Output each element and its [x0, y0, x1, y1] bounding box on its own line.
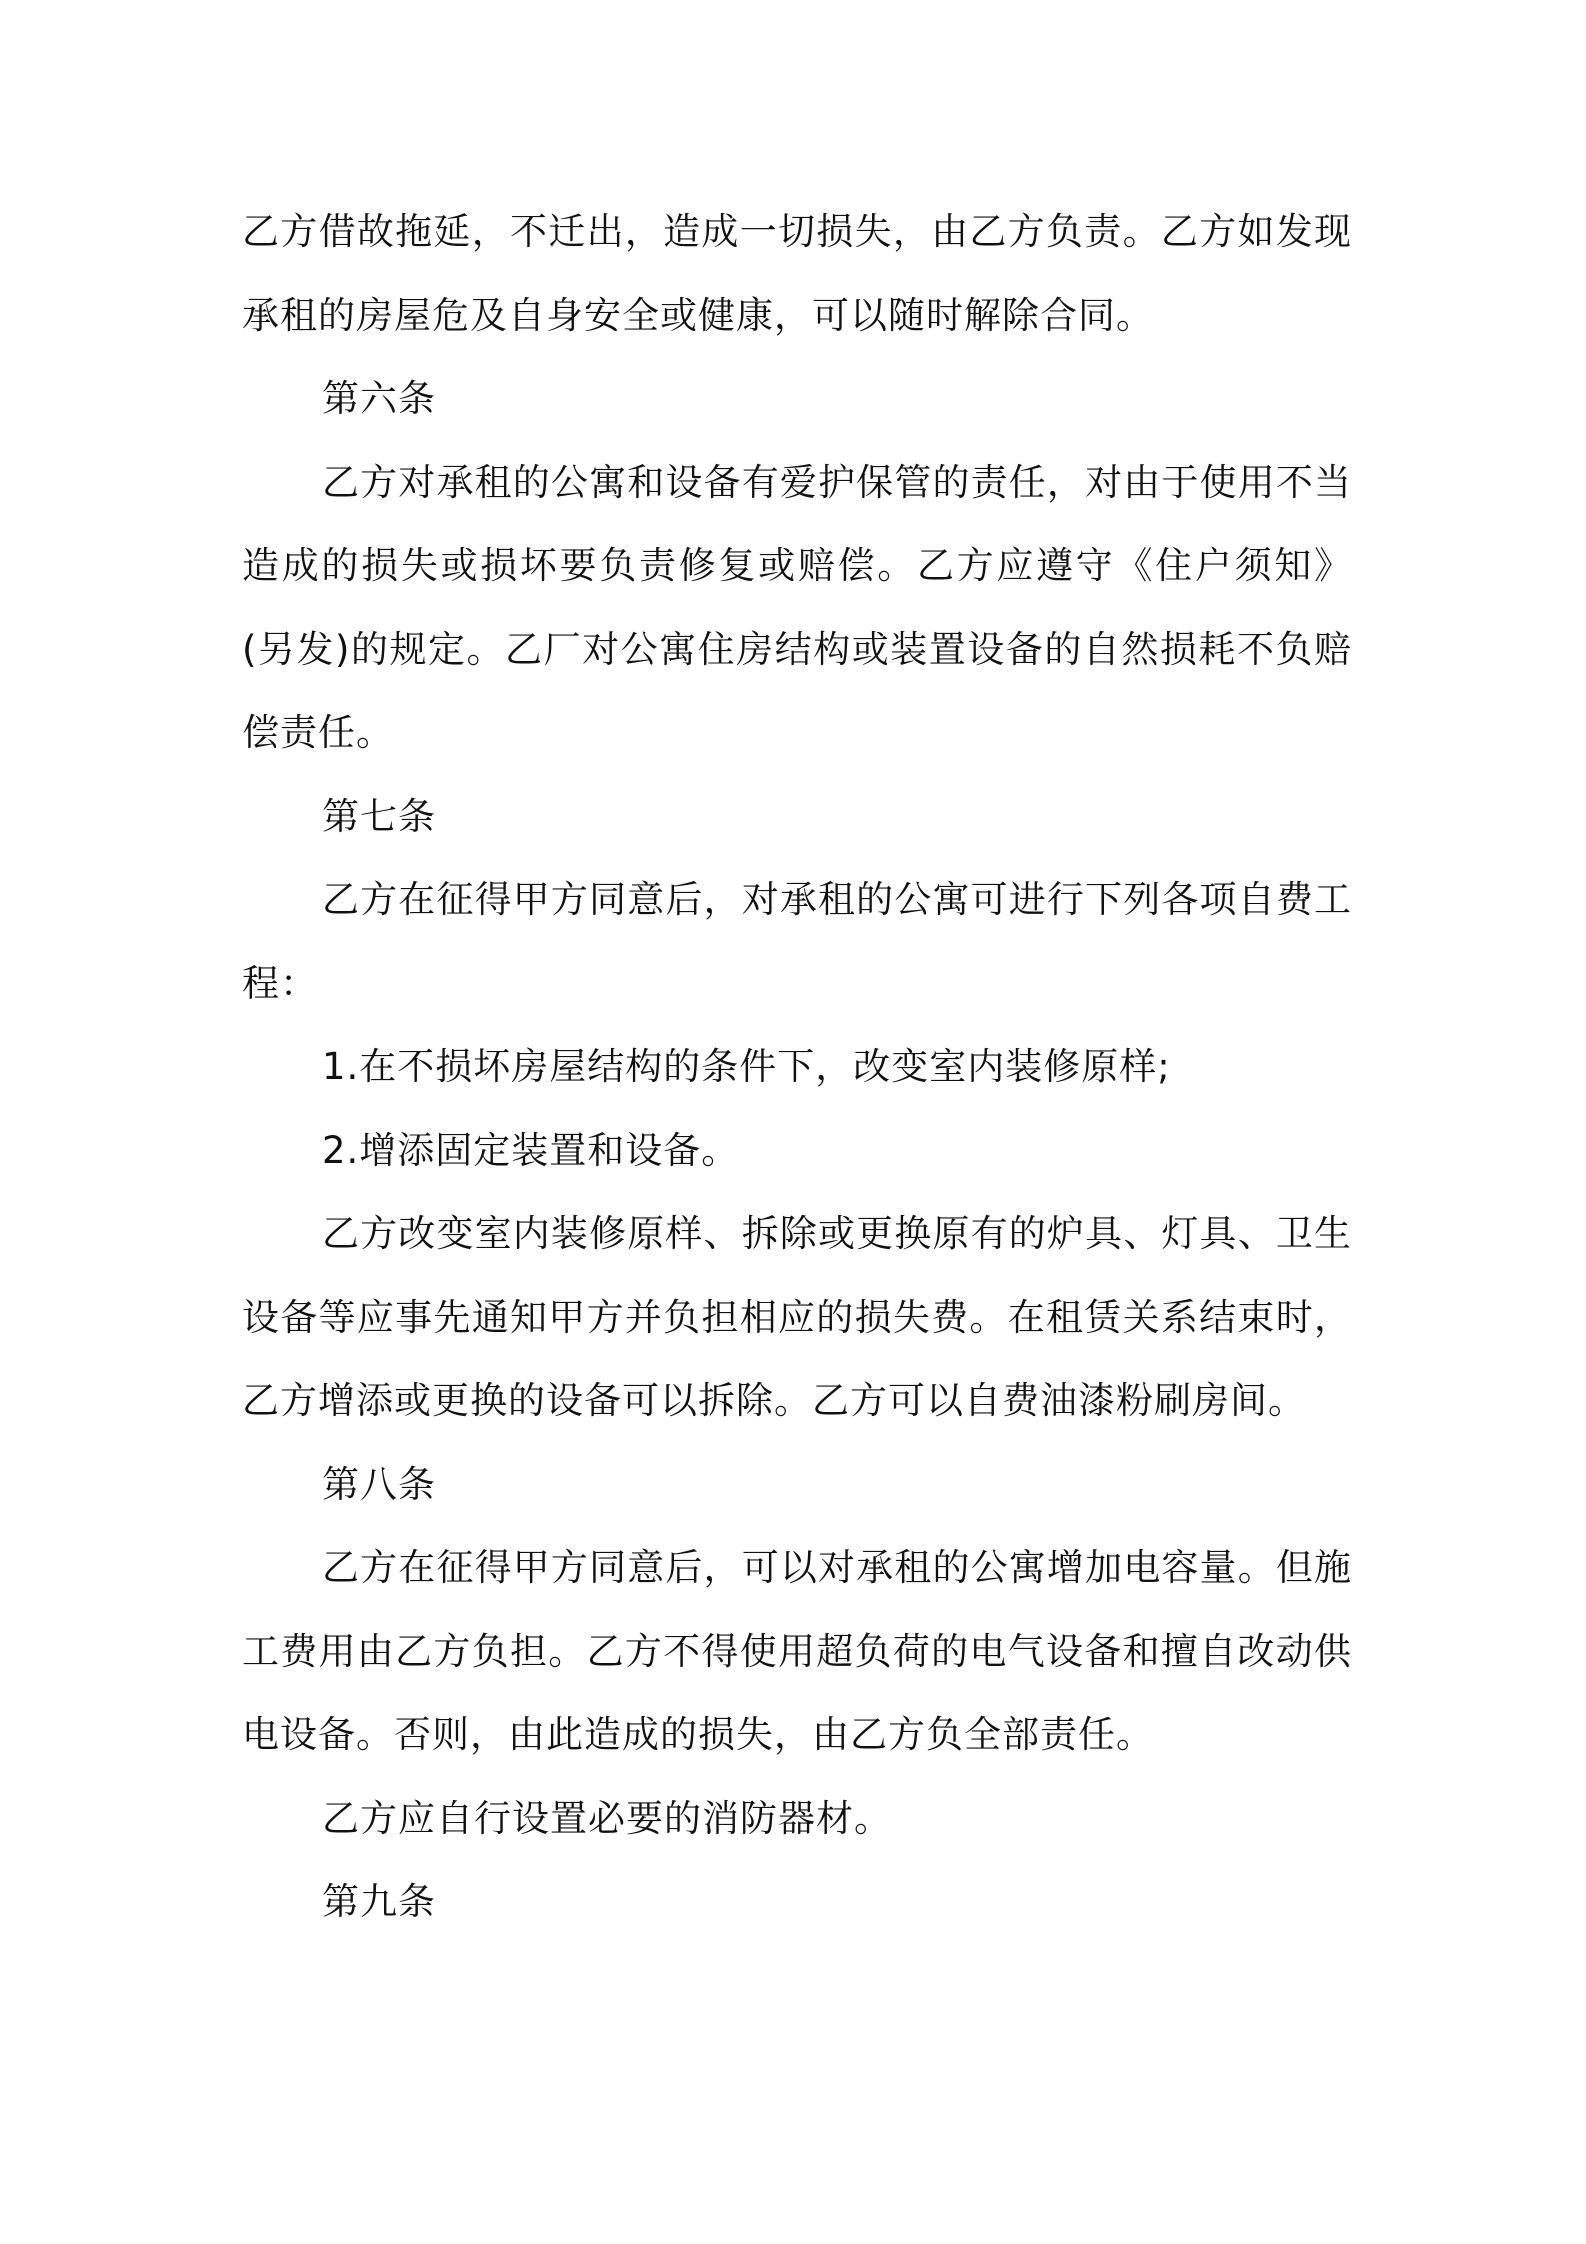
paragraph-continued: 乙方借故拖延，不迁出，造成一切损失，由乙方负责。乙方如发现承租的房屋危及自身安全或健康，可以随时解除合同。 — [242, 210, 1352, 337]
article-heading-6: 第六条 — [322, 377, 436, 420]
paragraph-article-8: 乙方在征得甲方同意后，可以对承租的公寓增加电容量。但施工费用由乙方负担。乙方不得使用超负荷的电气设备和擅自改动供电设备。否则，由此造成的损失，由乙方负全部责任。 — [242, 1546, 1352, 1756]
article-heading-8: 第八条 — [322, 1462, 436, 1506]
paragraph-fire-equipment: 乙方应自行设置必要的消防器材。 — [322, 1796, 892, 1840]
article-heading-9: 第九条 — [322, 1880, 436, 1923]
article-heading-7: 第七条 — [322, 794, 436, 838]
list-item-1: 1.在不损坏房屋结构的条件下，改变室内装修原样; — [322, 1045, 1171, 1088]
document-body — [242, 190, 1352, 1944]
paragraph-article-7-intro: 乙方在征得甲方同意后，对承租的公寓可进行下列各项自费工程： — [242, 878, 1352, 1005]
paragraph-article-7-detail: 乙方改变室内装修原样、拆除或更换原有的炉具、灯具、卫生设备等应事先通知甲方并负担相应的损失费。在租赁关系结束时，乙方增添或更换的设备可以拆除。乙方可以自费油漆粉刷房间。 — [242, 1212, 1352, 1422]
paragraph-article-6: 乙方对承租的公寓和设备有爱护保管的责任，对由于使用不当造成的损失或损坏要负责修复或赔偿。乙方应遵守《住户须知》(另发)的规定。乙厂对公寓住房结构或装置设备的自然损耗不负赔偿责任。 — [242, 460, 1352, 754]
list-item-2: 2.增添固定装置和设备。 — [322, 1128, 740, 1172]
